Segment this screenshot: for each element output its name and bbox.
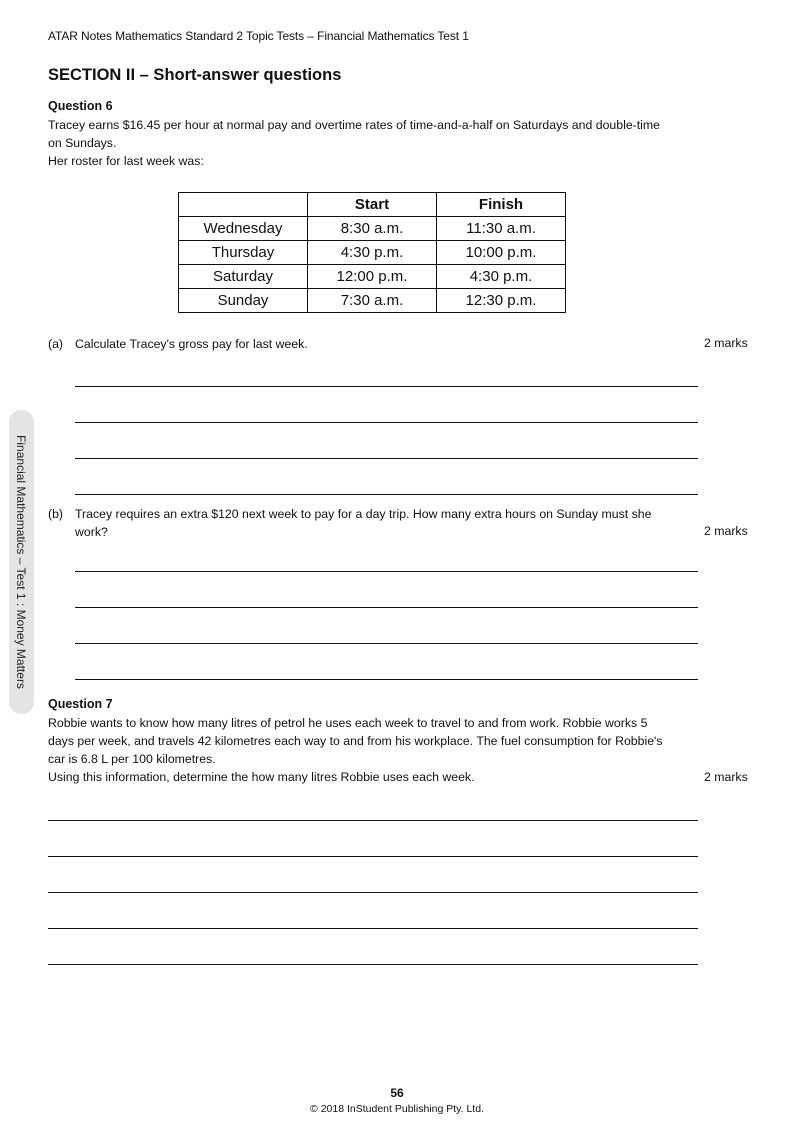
table-cell: Sunday bbox=[179, 289, 308, 313]
question-6-intro-line-2: on Sundays. bbox=[48, 136, 117, 150]
roster-table bbox=[178, 192, 566, 313]
question-7-heading: Question 7 bbox=[48, 697, 113, 711]
table-row bbox=[179, 265, 566, 289]
question-6-intro-line-1: Tracey earns $16.45 per hour at normal pay and overtime rates of time-and-a-half on Saturdays and double-time bbox=[48, 118, 660, 132]
table-cell: 4:30 p.m. bbox=[308, 241, 437, 265]
table-row bbox=[179, 217, 566, 241]
part-a-marks: 2 marks bbox=[704, 336, 748, 350]
table-header-cell bbox=[179, 193, 308, 217]
table-cell: Wednesday bbox=[179, 217, 308, 241]
table-cell: 8:30 a.m. bbox=[308, 217, 437, 241]
answer-line[interactable] bbox=[75, 422, 698, 423]
question-7-line-3: car is 6.8 L per 100 kilometres. bbox=[48, 752, 216, 766]
answer-line[interactable] bbox=[75, 607, 698, 608]
table-cell: 10:00 p.m. bbox=[437, 241, 566, 265]
part-b-text-line-1: Tracey requires an extra $120 next week to pay for a day trip. How many extra hours on Sunday must she bbox=[75, 507, 652, 521]
table-cell: 12:00 p.m. bbox=[308, 265, 437, 289]
answer-line[interactable] bbox=[48, 892, 698, 893]
question-7-line-1: Robbie wants to know how many litres of petrol he uses each week to travel to and from work. Robbie works 5 bbox=[48, 716, 648, 730]
table-header-cell: Finish bbox=[437, 193, 566, 217]
section-title: SECTION II – Short-answer questions bbox=[48, 66, 342, 84]
page-number: 56 bbox=[390, 1086, 404, 1100]
question-6-intro-line-3: Her roster for last week was: bbox=[48, 154, 204, 168]
copyright-notice: © 2018 InStudent Publishing Pty. Ltd. bbox=[310, 1103, 484, 1115]
table-row bbox=[179, 289, 566, 313]
table-cell: 7:30 a.m. bbox=[308, 289, 437, 313]
answer-line[interactable] bbox=[48, 928, 698, 929]
answer-line[interactable] bbox=[48, 820, 698, 821]
answer-line[interactable] bbox=[75, 458, 698, 459]
part-b-marks: 2 marks bbox=[704, 524, 748, 538]
table-row bbox=[179, 241, 566, 265]
running-header: ATAR Notes Mathematics Standard 2 Topic Tests – Financial Mathematics Test 1 bbox=[48, 29, 469, 43]
side-tab-label: Financial Mathematics – Test 1 : Money Matters bbox=[14, 435, 28, 689]
answer-line[interactable] bbox=[75, 679, 698, 680]
answer-line[interactable] bbox=[48, 964, 698, 965]
answer-line[interactable] bbox=[75, 494, 698, 495]
answer-line[interactable] bbox=[48, 856, 698, 857]
part-a-label: (a) bbox=[48, 337, 64, 351]
question-7-line-4: Using this information, determine the how many litres Robbie uses each week. bbox=[48, 770, 475, 784]
part-b-label: (b) bbox=[48, 507, 64, 521]
table-cell: Thursday bbox=[179, 241, 308, 265]
table-cell: 11:30 a.m. bbox=[437, 217, 566, 241]
table-cell: Saturday bbox=[179, 265, 308, 289]
part-b-text-line-2: work? bbox=[75, 525, 108, 539]
answer-line[interactable] bbox=[75, 386, 698, 387]
answer-line[interactable] bbox=[75, 571, 698, 572]
table-header-cell: Start bbox=[308, 193, 437, 217]
question-7-line-2: days per week, and travels 42 kilometres each way to and from his workplace. The fuel consumption for Robbie's bbox=[48, 734, 663, 748]
table-cell: 12:30 p.m. bbox=[437, 289, 566, 313]
answer-line[interactable] bbox=[75, 643, 698, 644]
table-cell: 4:30 p.m. bbox=[437, 265, 566, 289]
question-6-heading: Question 6 bbox=[48, 99, 113, 113]
table-header-row bbox=[179, 193, 566, 217]
part-a-text: Calculate Tracey's gross pay for last week. bbox=[75, 337, 308, 351]
question-7-marks: 2 marks bbox=[704, 770, 748, 784]
